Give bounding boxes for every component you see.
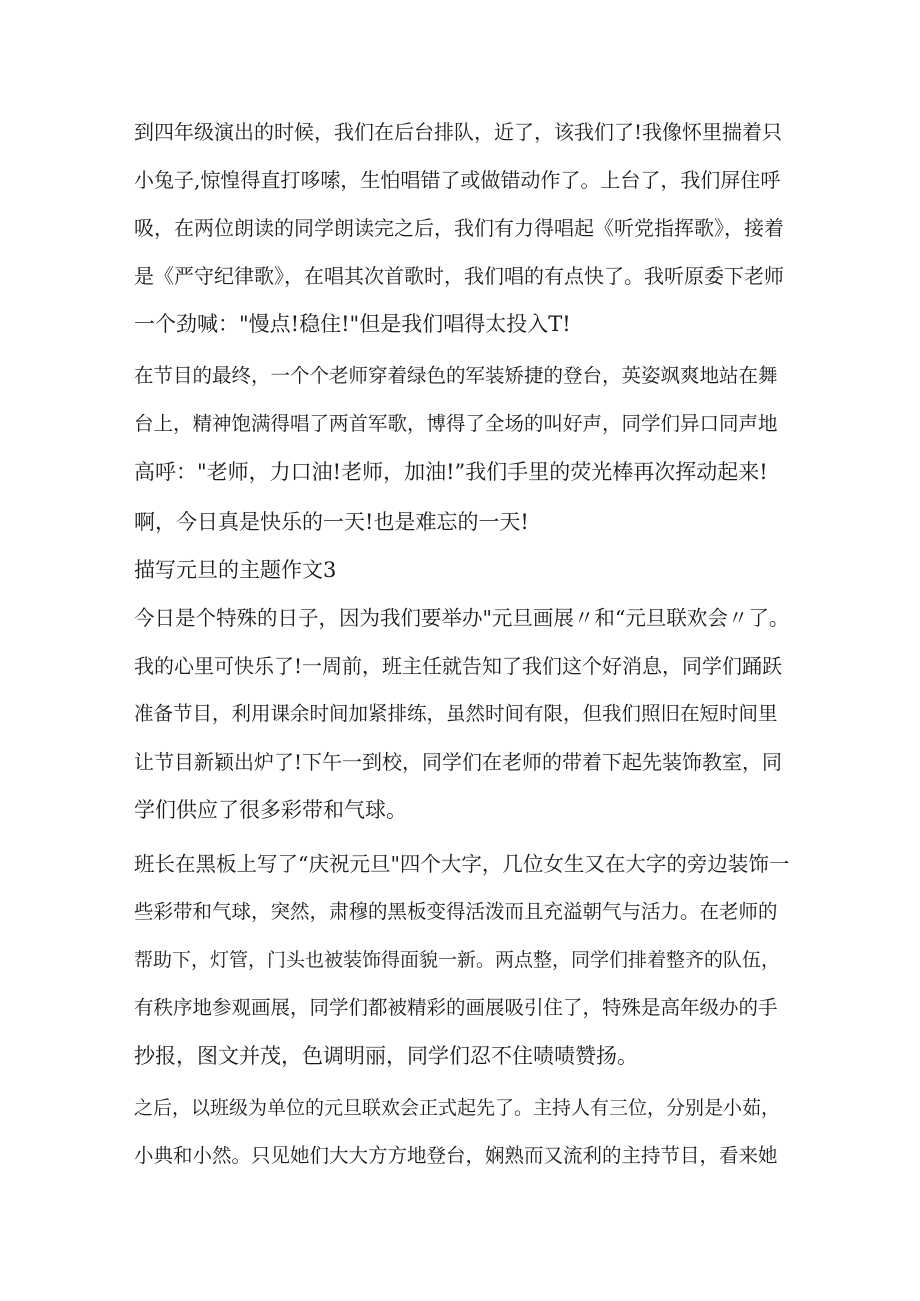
text-line: 啊，今日真是快乐的一天!也是难忘的一天! <box>134 510 529 534</box>
section-heading: 描写元旦的主题作文3 <box>134 558 337 582</box>
text-line: 准备节目，利用课余时间加紧排练，虽然时间有限，但我们照旧在短时间里 <box>134 702 778 725</box>
text-line: 高呼："老师，力口油!老师，加油!”我们手里的荧光棒再次挥动起来! <box>134 460 768 484</box>
text-line: 我的心里可快乐了!一周前，班主任就告知了我们这个好消息，同学们踊跃 <box>134 654 783 678</box>
text-line: 学们供应了很多彩带和气球。 <box>134 798 407 822</box>
text-line: 台上，精神饱满得唱了两首军歌，博得了全场的叫好声，同学们异口同声地 <box>134 412 778 435</box>
text-line: 些彩带和气球，突然，肃穆的黑板变得活泼而且充溢朝气与活力。在老师的 <box>134 900 778 923</box>
text-line: 一个劲喊："慢点!稳住!"但是我们唱得太投入T! <box>134 312 571 336</box>
text-line: 今日是个特殊的日子，因为我们要举办"元旦画展〃和“元旦联欢会〃了。 <box>134 606 790 630</box>
text-line: 到四年级演出的时候，我们在后台排队，近了，该我们了!我像怀里揣着只 <box>134 120 783 144</box>
text-line: 在节目的最终，一个个老师穿着绿色的军装矫捷的登台，英姿飒爽地站在舞 <box>134 364 778 387</box>
text-line: 有秩序地参观画展，同学们都被精彩的画展吸引住了，特殊是高年级办的手 <box>134 996 778 1019</box>
text-line: 让节目新颖出炉了!下午一到校，同学们在老师的带着下起先装饰教室，同 <box>134 750 783 774</box>
text-line: 小典和小然。只见她们大大方方地登台，娴熟而又流利的主持节目，看来她 <box>134 1144 778 1167</box>
text-line: 班长在黑板上写了“庆祝元旦"四个大字，几位女生又在大字的旁边装饰一 <box>134 852 790 876</box>
text-line: 抄报，图文并茂，色调明丽，同学们忍不住啧啧赞扬。 <box>134 1044 638 1068</box>
text-line: 帮助下，灯管，门头也被装饰得面貌一新。两点整，同学们排着整齐的队伍， <box>134 949 781 971</box>
text-line: 吸，在两位朗读的同学朗读完之后，我们有力得唱起《听党指挥歌》，接着 <box>134 216 784 240</box>
text-line: 是《严守纪律歌》，在唱其次首歌时，我们唱的有点快了。我听原委下老师 <box>134 264 784 288</box>
text-line: 小兔子,惊惶得直打哆嗦，生怕唱错了或做错动作了。上台了，我们屏住呼 <box>134 168 781 192</box>
text-line: 之后，以班级为单位的元旦联欢会正式起先了。主持人有三位，分别是小茹， <box>134 1097 781 1119</box>
